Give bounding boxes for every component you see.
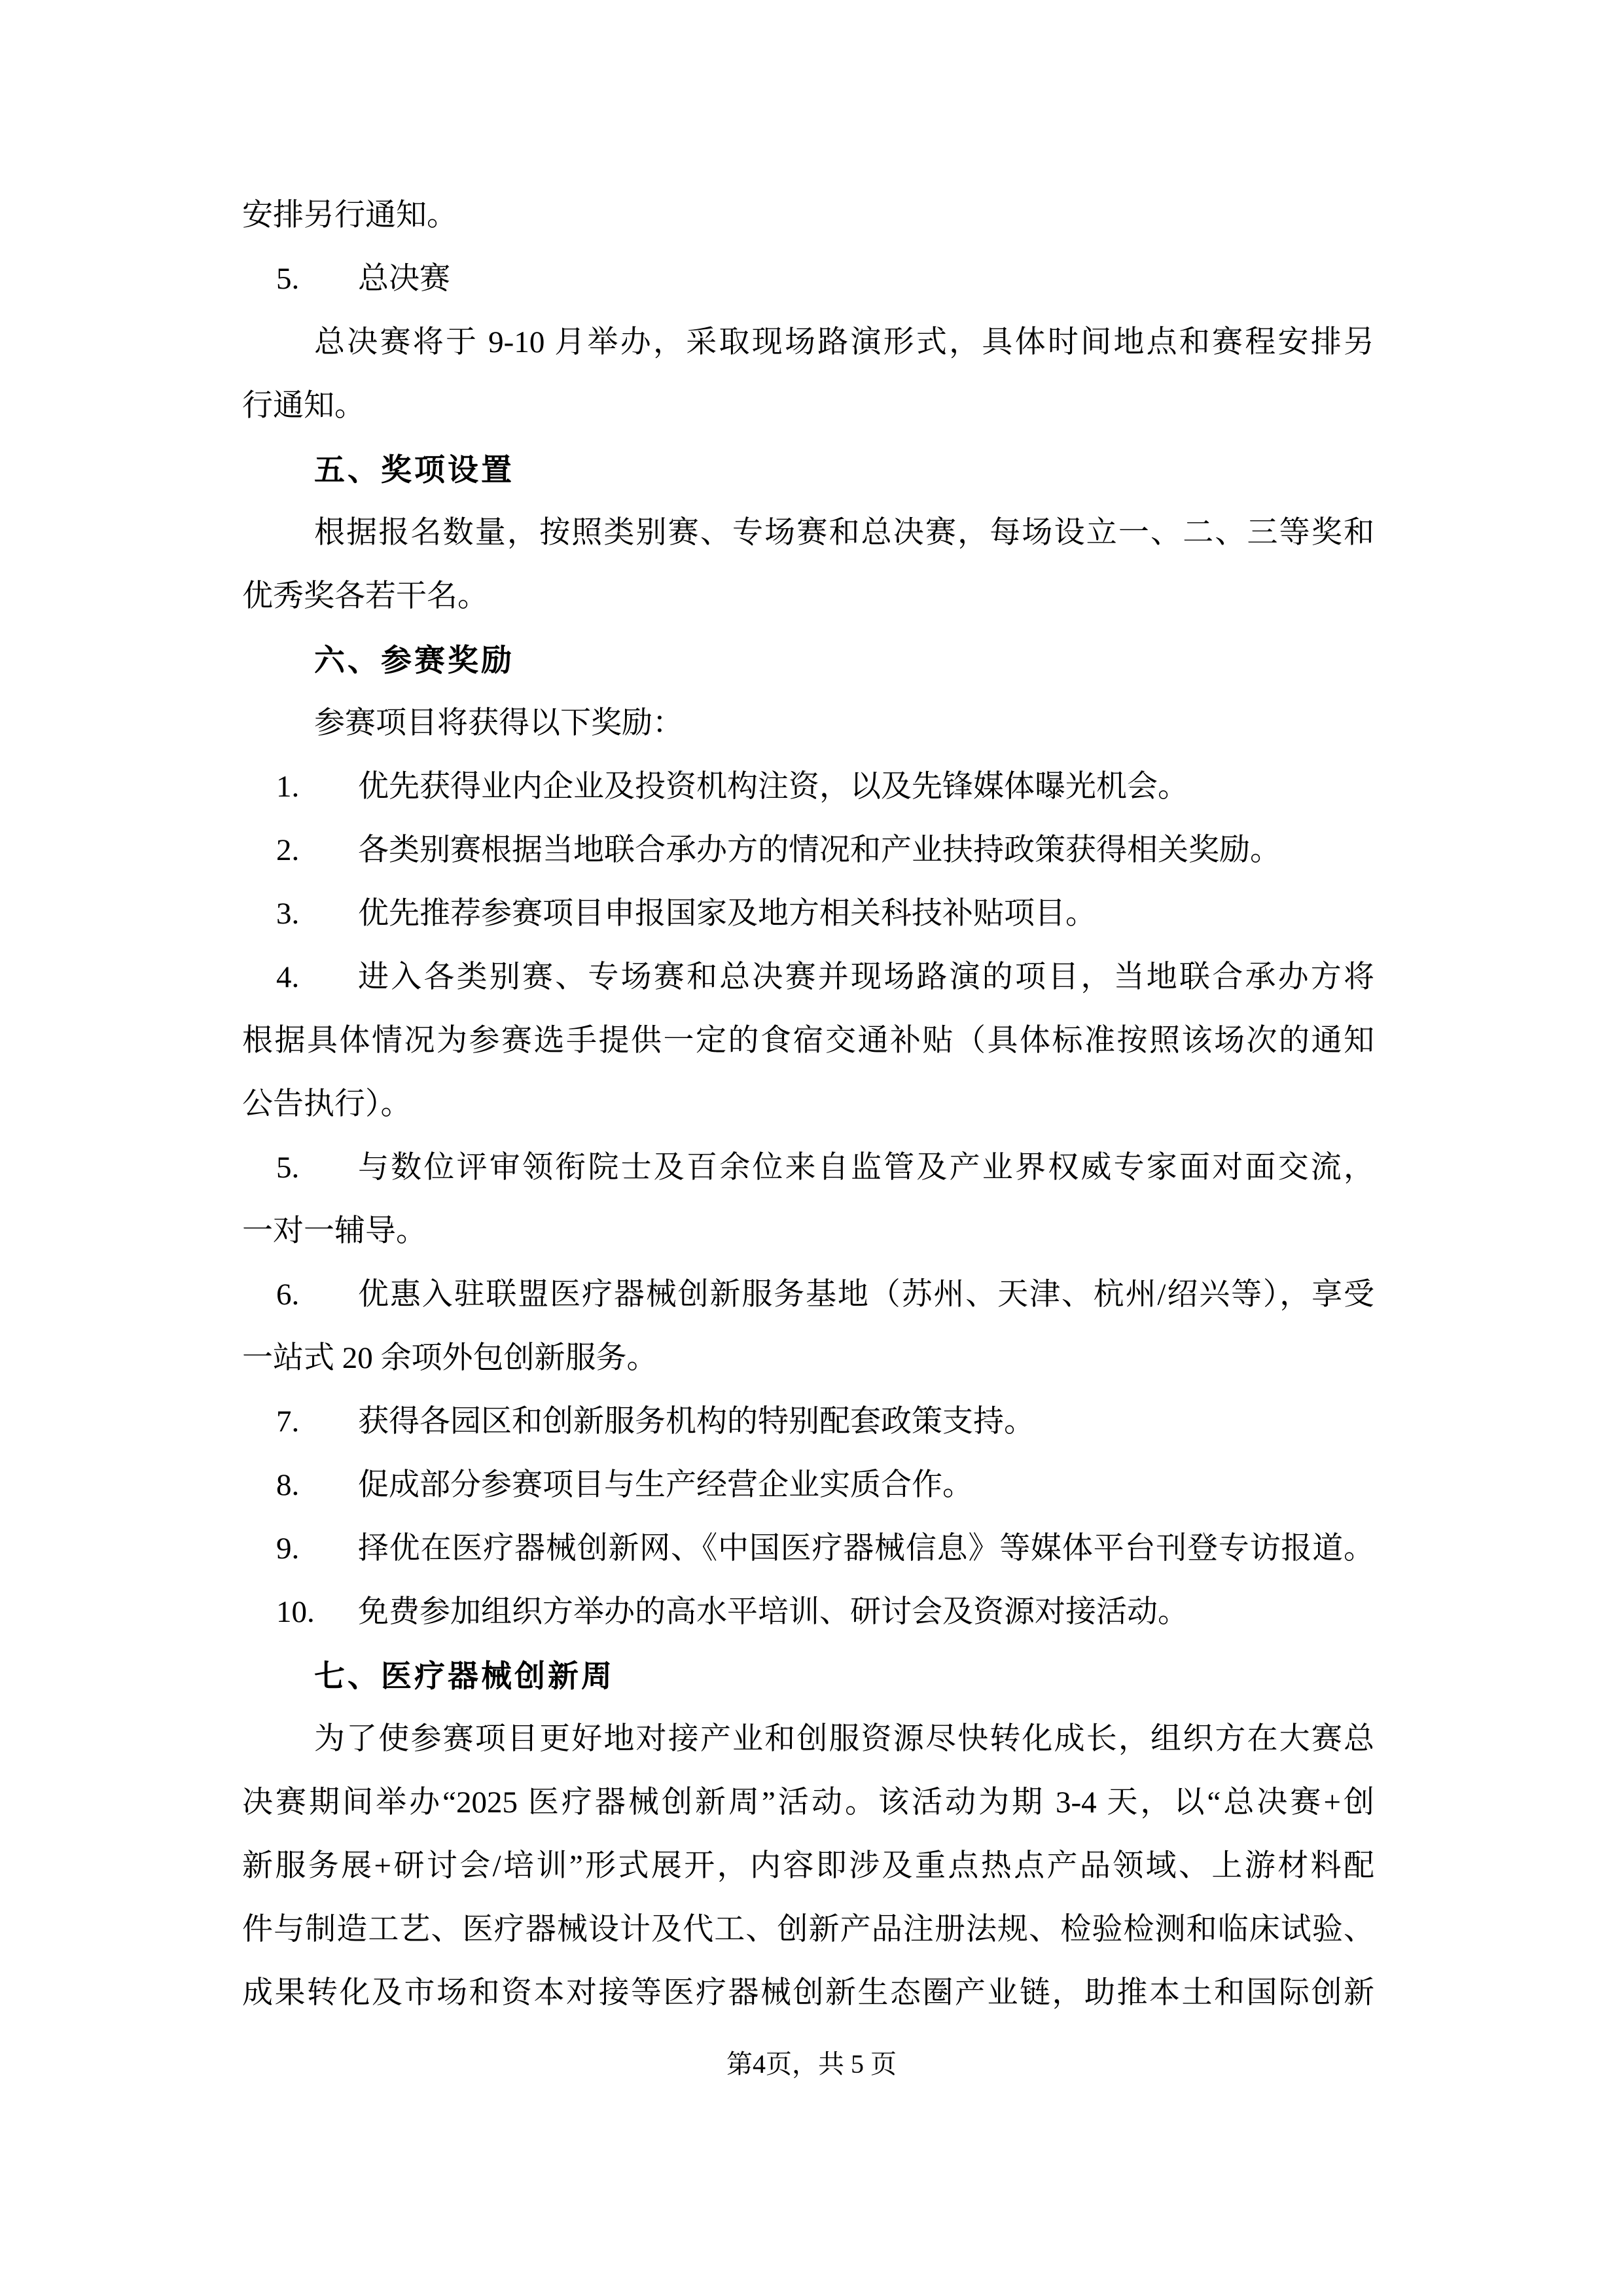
line-text: 总决赛 [358,262,450,296]
text-line [242,501,1374,565]
line-text: 决赛期间举办“2025 医疗器械创新周”活动。该活动为期 3-4 天，以“总决赛+创 [242,1785,1374,1820]
list-number: 10. [276,1595,315,1629]
line-text: 优秀奖各若干名。 [242,579,488,613]
list-number: 4. [276,960,300,994]
line-text: 安排另行通知。 [242,198,457,232]
text-line [242,1708,1374,1771]
text-line [242,1771,1374,1835]
text-line [242,692,1374,755]
text-line [242,819,1374,882]
line-text: 优先获得业内企业及投资机构注资，以及先锋媒体曝光机会。 [358,770,1188,804]
text-line [242,1136,1374,1200]
text-line [242,1581,1374,1644]
list-number: 8. [276,1468,300,1502]
list-number: 1. [276,770,300,804]
line-text: 总决赛将于 9-10 月举办，采取现场路演形式，具体时间地点和赛程安排另 [314,325,1374,359]
list-number: 6. [276,1278,300,1312]
line-text: 公告执行）。 [242,1087,412,1121]
line-text: 根据报名数量，按照类别赛、专场赛和总决赛，每场设立一、二、三等奖和 [314,516,1374,550]
text-line [242,565,1374,628]
line-text: 择优在医疗器械创新网、《中国医疗器械信息》等媒体平台刊登专访报道。 [358,1532,1374,1566]
text-line [242,1962,1374,2025]
line-text: 件与制造工艺、医疗器械设计及代工、创新产品注册法规、检验检测和临床试验、 [242,1912,1374,1946]
text-line [242,755,1374,819]
text-line [242,247,1374,311]
text-line [242,1898,1374,1962]
text-line [242,1644,1374,1708]
line-text: 为了使参赛项目更好地对接产业和创服资源尽快转化成长，组织方在大赛总 [314,1722,1374,1756]
line-text: 免费参加组织方举办的高水平培训、研讨会及资源对接活动。 [358,1595,1188,1629]
list-number: 5. [276,1151,300,1185]
text-line [242,1263,1374,1327]
text-line [242,946,1374,1009]
document-body [242,184,1374,2025]
line-text: 各类别赛根据当地联合承办方的情况和产业扶持政策获得相关奖励。 [358,833,1281,867]
list-number: 2. [276,833,300,867]
line-text: 参赛项目将获得以下奖励： [314,706,683,740]
text-line [242,438,1374,501]
text-line [242,1390,1374,1454]
line-text: 优先推荐参赛项目申报国家及地方相关科技补贴项目。 [358,897,1096,931]
text-line [242,184,1374,247]
text-line [242,882,1374,946]
line-text: 一对一辅导。 [242,1214,427,1248]
line-text: 获得各园区和创新服务机构的特别配套政策支持。 [358,1405,1035,1439]
line-text: 根据具体情况为参赛选手提供一定的食宿交通补贴（具体标准按照该场次的通知 [242,1024,1374,1058]
line-text: 与数位评审领衔院士及百余位来自监管及产业界权威专家面对面交流， [358,1151,1374,1185]
text-line [242,1517,1374,1581]
text-line [242,1073,1374,1136]
text-line [242,1454,1374,1517]
line-text: 成果转化及市场和资本对接等医疗器械创新生态圈产业链，助推本土和国际创新 [242,1976,1374,2010]
list-number: 9. [276,1532,300,1566]
text-line [242,1200,1374,1263]
text-line [242,1009,1374,1073]
line-text: 六、参赛奖励 [314,643,514,677]
line-text: 七、医疗器械创新周 [314,1659,615,1693]
text-line [242,628,1374,692]
line-text: 五、奖项设置 [314,452,514,487]
list-number: 7. [276,1405,300,1439]
text-line [242,374,1374,438]
line-text: 一站式 20 余项外包创新服务。 [242,1341,658,1375]
list-number: 3. [276,897,300,931]
line-text: 优惠入驻联盟医疗器械创新服务基地（苏州、天津、杭州/绍兴等），享受 [358,1278,1374,1312]
text-line [242,1835,1374,1898]
list-number: 5. [276,262,300,296]
line-text: 新服务展+研讨会/培训”形式展开，内容即涉及重点热点产品领域、上游材料配 [242,1849,1374,1883]
page-number-footer: 第4页，共 5 页 [726,2049,897,2079]
line-text: 进入各类别赛、专场赛和总决赛并现场路演的项目，当地联合承办方将 [358,960,1374,994]
text-line [242,1327,1374,1390]
line-text: 行通知。 [242,389,365,423]
text-line [242,311,1374,374]
line-text: 促成部分参赛项目与生产经营企业实质合作。 [358,1468,973,1502]
